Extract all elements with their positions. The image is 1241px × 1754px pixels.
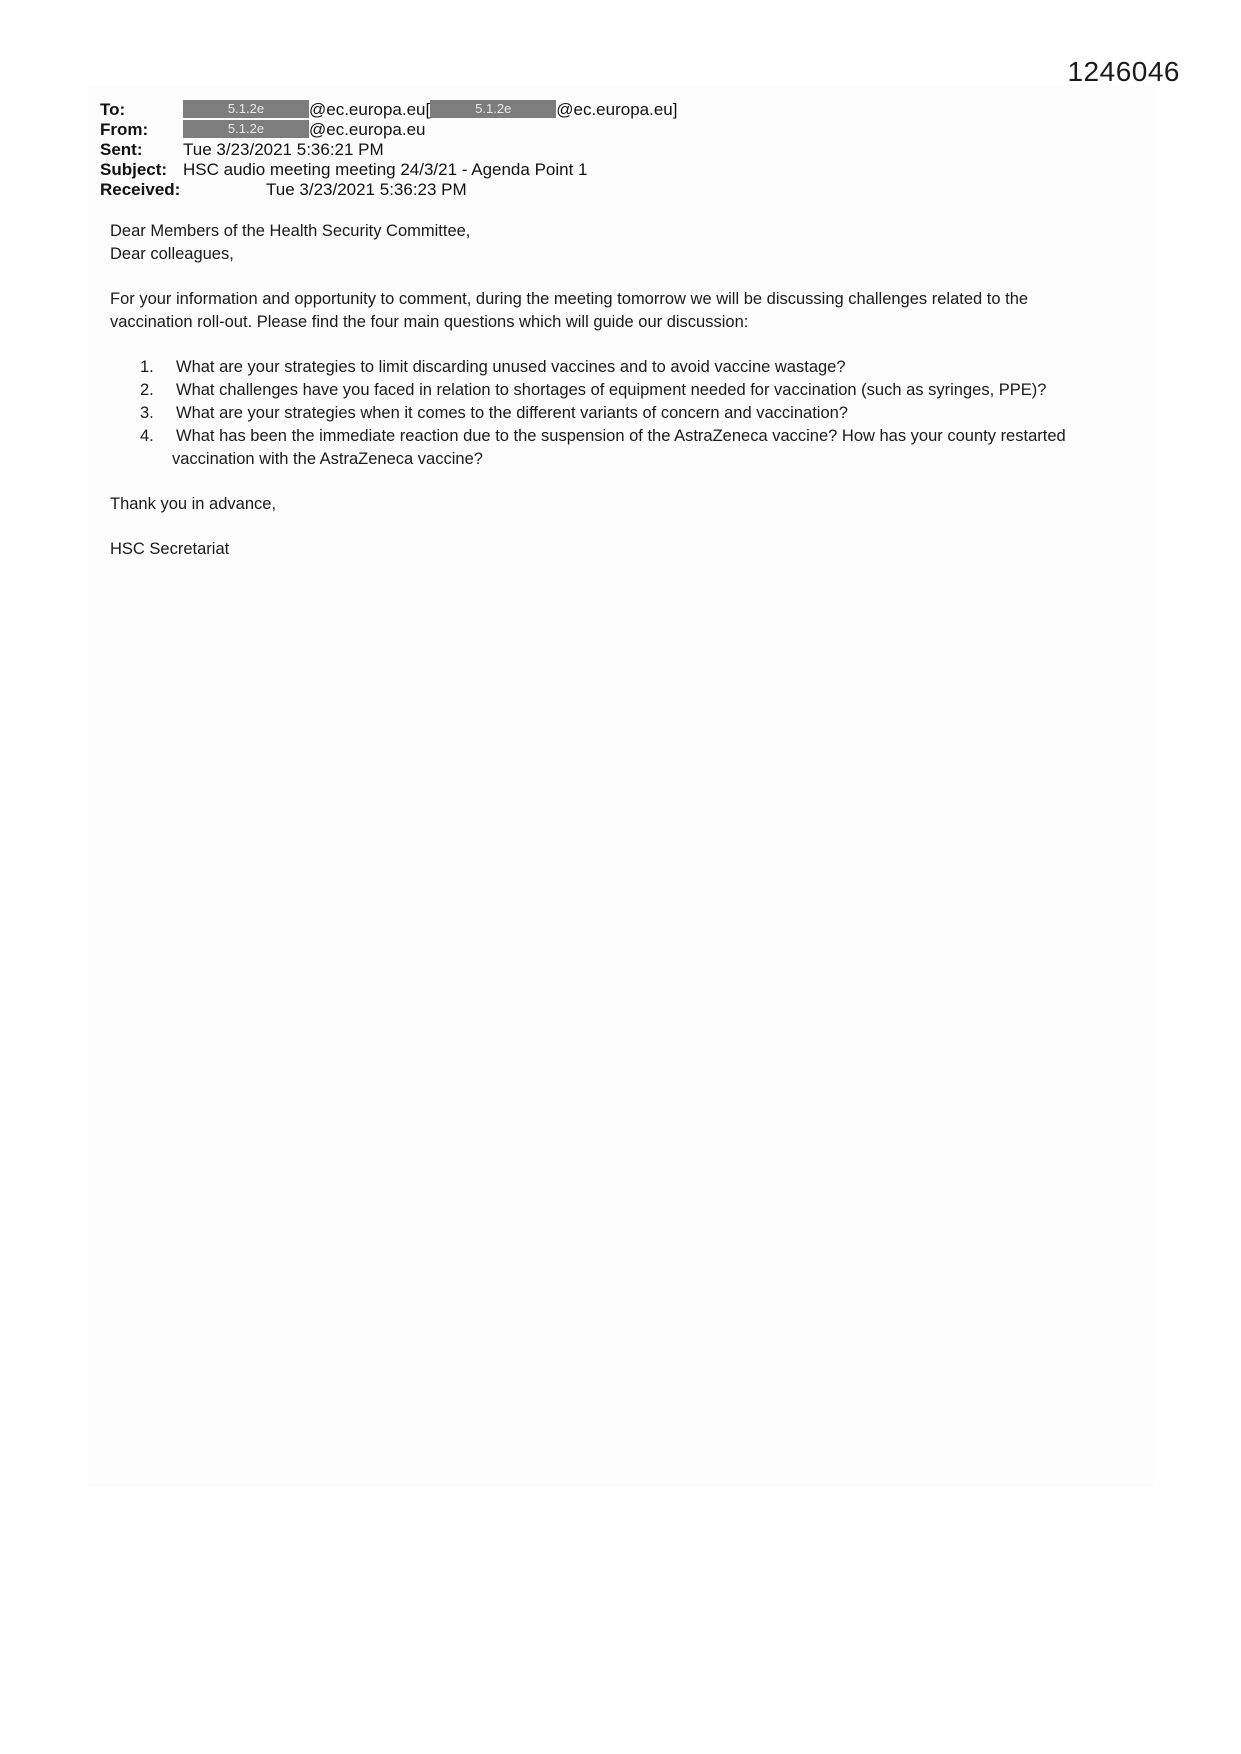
sent-label: Sent: (100, 140, 143, 159)
list-item (110, 356, 1140, 379)
to-label: To: (100, 100, 126, 119)
question-list (110, 356, 1140, 471)
redaction-box: 5.1.2e (183, 100, 309, 118)
question-number: 2. (140, 381, 154, 399)
question-text: What are your strategies when it comes to the different variants of concern and vaccination? (176, 404, 848, 422)
intro-line: vaccination roll-out. Please find the four main questions which will guide our discussion: (110, 313, 749, 331)
sent-value: Tue 3/23/2021 5:36:21 PM (183, 140, 384, 159)
document-id-number: 1246046 (1067, 56, 1180, 87)
received-label: Received: (100, 180, 181, 199)
to-domain-2: @ec.europa.eu] (556, 100, 678, 119)
received-value: Tue 3/23/2021 5:36:23 PM (266, 180, 467, 199)
question-text: What are your strategies to limit discarding unused vaccines and to avoid vaccine wastage? (176, 358, 846, 376)
from-domain: @ec.europa.eu (309, 120, 426, 139)
list-item (110, 402, 1140, 425)
subject-label: Subject: (100, 160, 168, 179)
to-domain-1: @ec.europa.eu[ (309, 100, 431, 119)
question-text: What challenges have you faced in relation to shortages of equipment needed for vaccination (such as syringes, PPE)? (176, 381, 1047, 399)
redaction-box: 5.1.2e (183, 120, 309, 138)
intro-line: For your information and opportunity to comment, during the meeting tomorrow we will be discussing challenges related to the (110, 290, 1029, 308)
question-text: What has been the immediate reaction due to the suspension of the AstraZeneca vaccine? How has your county restarted (176, 427, 1066, 445)
list-item (110, 379, 1140, 402)
from-label: From: (100, 120, 149, 139)
subject-value: HSC audio meeting meeting 24/3/21 - Agenda Point 1 (183, 160, 588, 179)
signature: HSC Secretariat (110, 540, 230, 558)
closing-line: Thank you in advance, (110, 495, 277, 513)
to-value (183, 100, 677, 120)
list-item (110, 425, 1140, 471)
greeting-line: Dear Members of the Health Security Committee, (110, 222, 471, 240)
from-value (183, 120, 426, 140)
redaction-box: 5.1.2e (430, 100, 556, 118)
question-number: 1. (140, 358, 154, 376)
email-body (110, 220, 1140, 561)
question-number: 4. (140, 427, 154, 445)
question-number: 3. (140, 404, 154, 422)
greeting-line: Dear colleagues, (110, 245, 234, 263)
question-text-continuation: vaccination with the AstraZeneca vaccine? (172, 450, 483, 468)
